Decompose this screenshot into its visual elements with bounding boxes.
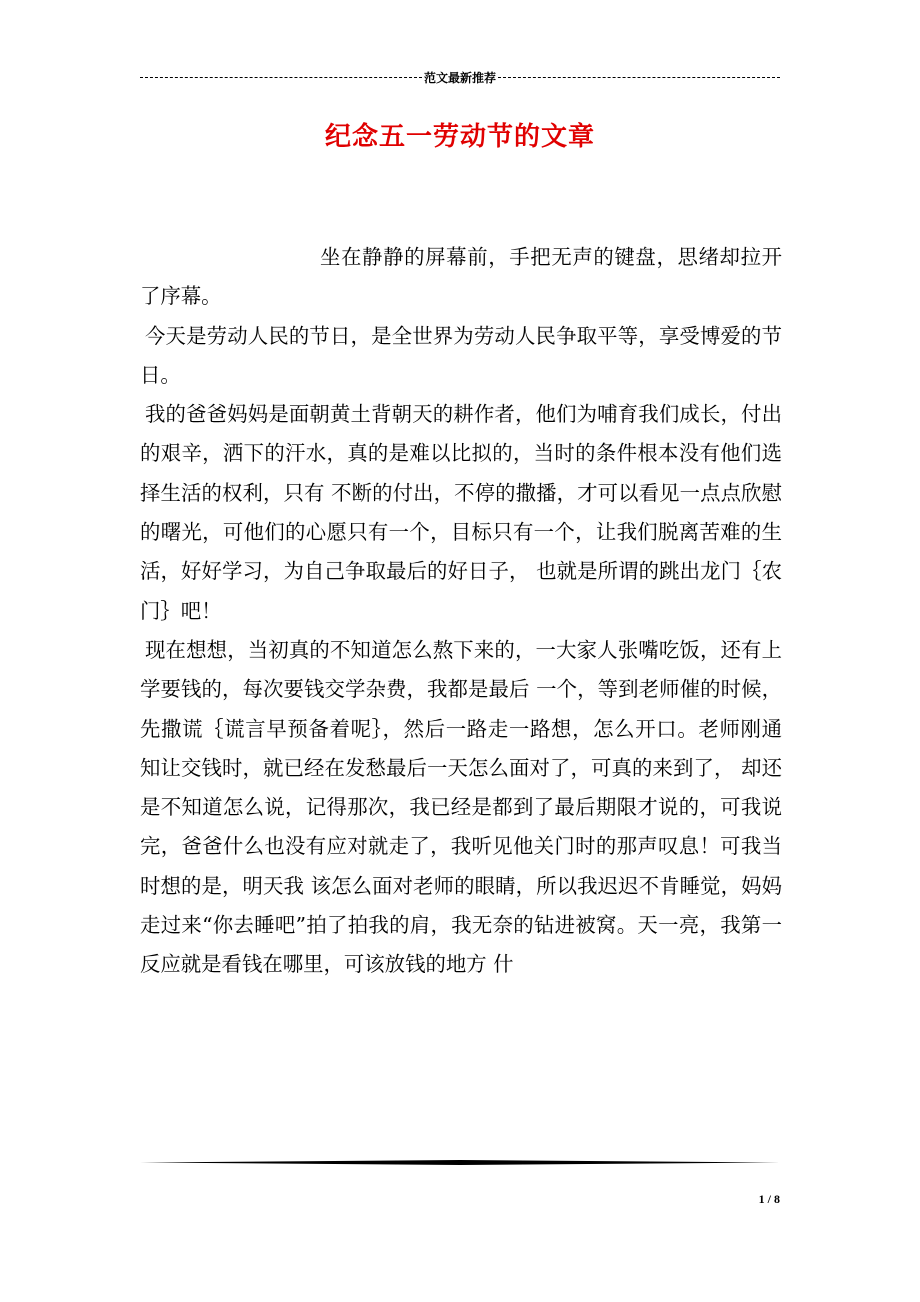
document-body bbox=[140, 238, 782, 985]
header-dash-right bbox=[498, 77, 780, 78]
paragraph-4: 现在想想，当初真的不知道怎么熬下来的，一大家人张嘴吃饭，还有上学要钱的，每次要钱交学杂费，我都是最后 一个，等到老师催的时候，先撒谎｛谎言早预备着呢｝，然后一路走一路想，怎么开口。老师刚通知让交钱时，就已经在发愁最后一天怎么面对了，可真的来到了， 却还是不知道怎么说，记得那次，我已经是都到了最后期限才说的，可我说完，爸爸什么也没有应对就走了，我听见他关门时的那声叹息！可我当时想的是，明天我 该怎么面对老师的眼睛，所以我迟迟不肯睡觉，妈妈走过来“你去睡吧”拍了拍我的肩，我无奈的钻进被窝。天一亮，我第一反应就是看钱在哪里，可该放钱的地方 什 bbox=[140, 637, 782, 977]
footer-rule bbox=[140, 1160, 780, 1165]
header-dash-left bbox=[140, 77, 422, 78]
page-number: 1 / 8 bbox=[758, 1192, 780, 1206]
paragraph-2: 今天是劳动人民的节日，是全世界为劳动人民争取平等，享受博爱的节日。 bbox=[140, 323, 782, 387]
document-title: 纪念五一劳动节的文章 bbox=[324, 122, 595, 152]
header-label: 范文最新推荐 bbox=[424, 70, 497, 85]
page-header bbox=[140, 66, 780, 88]
paragraph-1: 坐在静静的屏幕前，手把无声的键盘，思绪却拉开了序幕。 bbox=[140, 245, 782, 309]
paragraph-3: 我的爸爸妈妈是面朝黄土背朝天的耕作者，他们为哺育我们成长，付出的艰辛，洒下的汗水，真的是难以比拟的，当时的条件根本没有他们选择生活的权利，只有 不断的付出，不停的撒播，才可以看见一点点欣慰的曙光，可他们的心愿只有一个，目标只有一个，让我们脱离苦难的生活，好好学习，为自己争取最后的好日子， 也就是所谓的跳出龙门｛农门｝吧！ bbox=[140, 402, 782, 623]
